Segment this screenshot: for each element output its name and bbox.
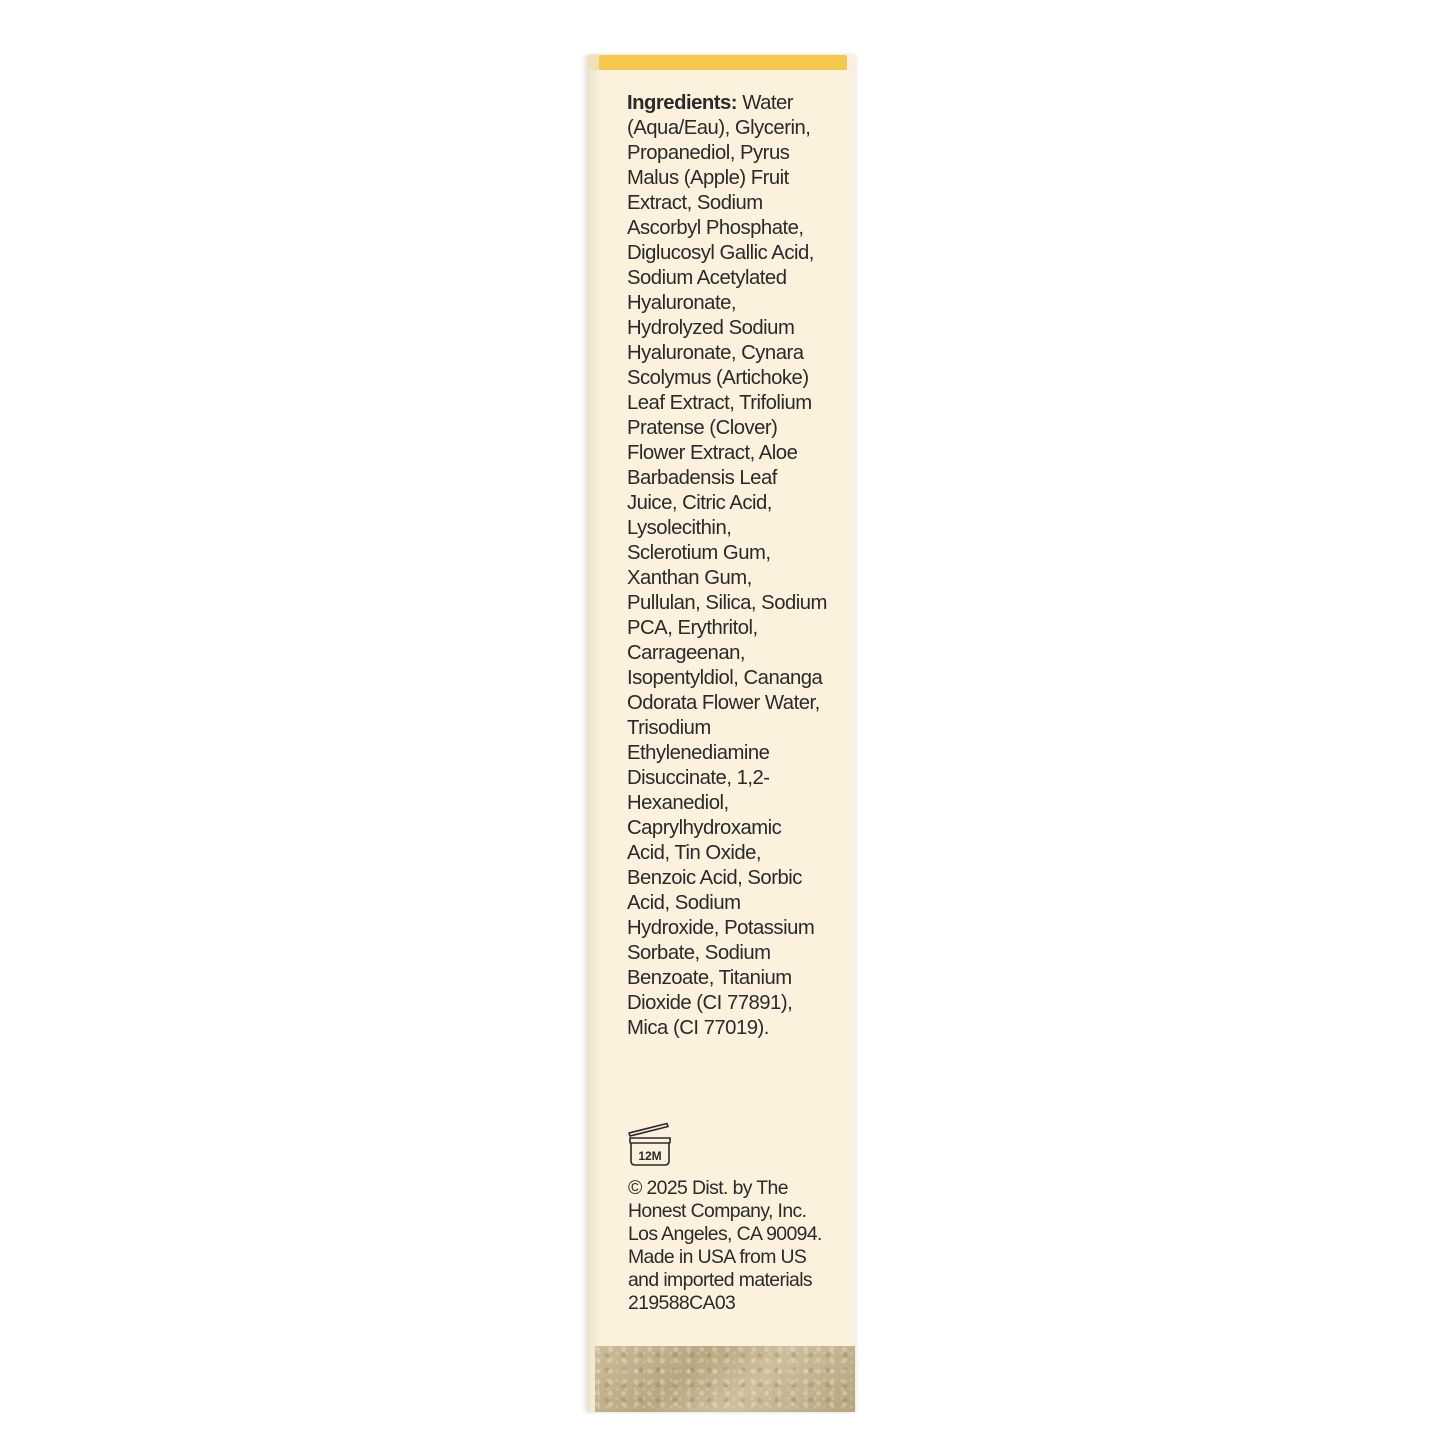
ingredients-list: [627, 91, 827, 1041]
box-side-panel: [587, 55, 855, 1412]
pao-label: 12M: [638, 1149, 662, 1163]
ingredients-text: Water (Aqua/Eau), Glycerin, Propanediol, Pyrus Malus (Apple) Fruit Extract, Sodium Ascorbyl Phosphate, Diglucosyl Gallic Acid, Sodium Acetylated Hyaluronate, Hydrolyzed Sodium Hyaluronate, Cynara Scolymus (Artichoke) Leaf Extract, Trifolium Pratense (Clover) Flower Extract, Aloe Barbadensis Leaf Juice, Citric Acid, Lysolecithin, Sclerotium Gum, Xanthan Gum, Pullulan, Silica, Sodium PCA, Erythritol, Carrageenan, Isopentyldiol, Cananga Odorata Flower Water, Trisodium Ethylenediamine Disuccinate, 1,2-Hexanediol, Caprylhydroxamic Acid, Tin Oxide, Benzoic Acid, Sorbic Acid, Sodium Hydroxide, Potassium Sorbate, Sodium Benzoate, Titanium Dioxide (CI 77891), Mica (CI 77019).: [627, 92, 827, 1039]
distributor-info: © 2025 Dist. by The Honest Company, Inc. Los Angeles, CA 90094. Made in USA from US and imported materials 219588CA03: [628, 1177, 822, 1314]
kraft-paper-strip: [595, 1346, 855, 1412]
top-cap: [599, 55, 847, 70]
ingredients-label: Ingredients:: [627, 92, 738, 114]
top-cap-edge: [587, 55, 599, 70]
open-jar-icon: [627, 1121, 673, 1167]
